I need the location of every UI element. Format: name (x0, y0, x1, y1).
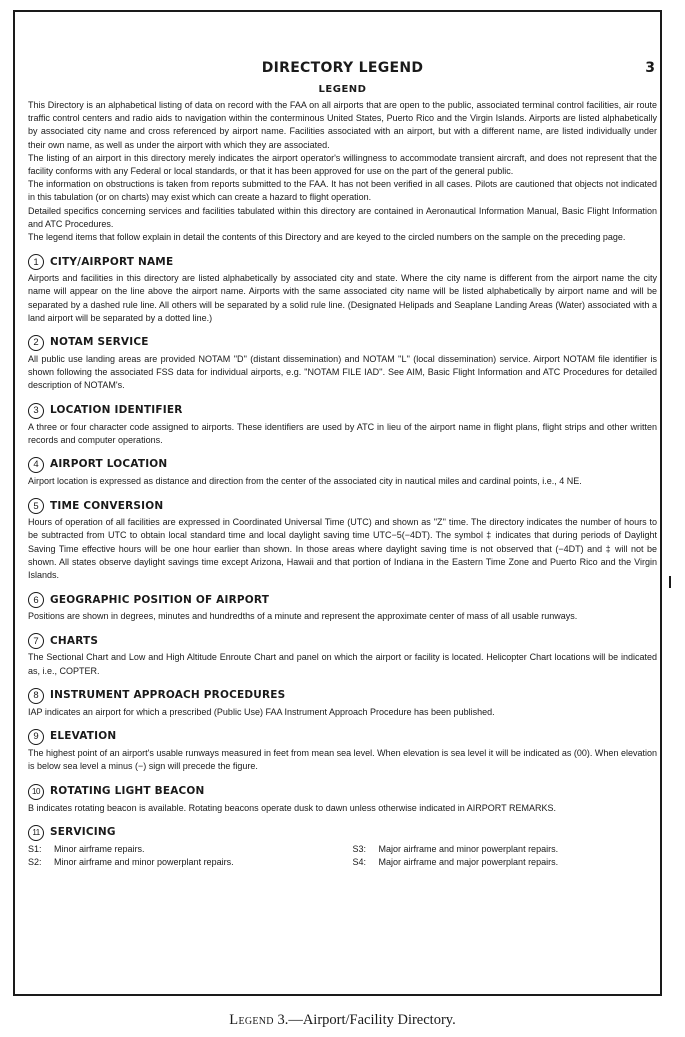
section-title: ROTATING LIGHT BEACON (50, 784, 205, 797)
section-title: GEOGRAPHIC POSITION OF AIRPORT (50, 593, 270, 606)
circled-number: 1 (28, 254, 44, 270)
page-number: 3 (645, 60, 655, 76)
circled-number: 8 (28, 688, 44, 704)
servicing-list (28, 843, 657, 869)
circled-number: 5 (28, 498, 44, 514)
circled-number: 7 (28, 633, 44, 649)
servicing-desc: Major airframe and major powerplant repairs. (378, 856, 559, 867)
intro-paragraph: The listing of an airport in this directory merely indicates the airport operator's willingness to accommodate transient aircraft, and does not represent that the facility conforms with any Federal or local standards, or that it has been approved for use on the part of the general public. (28, 152, 657, 177)
section-title: ELEVATION (50, 730, 117, 743)
intro-paragraph: This Directory is an alphabetical listing of data on record with the FAA on all airports that are open to the public, associated terminal control facilities, air route traffic control centers and radio aids to navigation within the conterminous United States, Puerto Rico and the Virgin Islands. Airports are listed alphabetically by associated city name and cross referenced by airport name. Facilities associated with an airport, but with a different name, are listed individually under their own name, as well as under the airport with which they are associated. (28, 100, 657, 150)
section-title: TIME CONVERSION (50, 499, 164, 512)
section-title: CHARTS (50, 634, 99, 647)
section-servicing (28, 823, 657, 869)
caption-prefix: Legend (229, 1012, 274, 1028)
legend-subtitle: LEGEND (318, 84, 367, 95)
section-title: AIRPORT LOCATION (50, 458, 168, 471)
section-geographic-position (28, 590, 657, 623)
servicing-code: S4: (352, 856, 367, 867)
section-text: IAP indicates an airport for which a prescribed (Public Use) FAA Instrument Approach Procedure has been published. (28, 706, 495, 717)
section-text: B indicates rotating beacon is available. Rotating beacons operate dusk to dawn unless otherwise indicated in AIRPORT REMARKS. (28, 802, 556, 813)
circled-number: 11 (28, 825, 44, 841)
servicing-item (353, 856, 658, 869)
section-time-conversion (28, 496, 657, 582)
servicing-item (28, 843, 333, 856)
section-title: SERVICING (50, 826, 116, 839)
servicing-desc: Minor airframe and minor powerplant repairs. (54, 856, 234, 867)
circled-number: 9 (28, 729, 44, 745)
section-text: All public use landing areas are provided NOTAM ''D'' (distant dissemination) and NOTAM ''L'' (local dissemination) service. Airport NOTAM file identifier is shown following the associated FSS data for individual airports, e.g. ''NOTAM FILE IAD''. See AIM, Basic Flight Information and ATC Procedures for detailed description of NOTAM's. (28, 354, 657, 391)
section-text: The highest point of an airport's usable runways measured in feet from mean sea level. When elevation is sea level it will be indicated as (00). When elevation is below sea level a minus (−) sign will precede the figure. (28, 748, 657, 772)
section-text: Airports and facilities in this directory are listed alphabetically by associated city and state. Where the city name is different from the airport name the city name will appear on the line above the airport name. Airports with the same associated city name will be listed alphabetically by airport name and will be separated by a dashed rule line. All others will be separated by a solid rule line. (Designated Helipads and Seaplane Landing Areas (Water) associated with a land airport will be separated by a dotted line.) (28, 273, 657, 323)
section-text: The Sectional Chart and Low and High Altitude Enroute Chart and panel on which the airport or facility is located. Helicopter Chart locations will be indicated as, i.e., COPTER. (28, 652, 657, 676)
section-notam-service (28, 333, 657, 393)
section-airport-location (28, 455, 657, 488)
section-text: Airport location is expressed as distance and direction from the center of the associated city in nautical miles and cardinal points, i.e., 4 NE. (28, 476, 582, 487)
section-title: CITY/AIRPORT NAME (50, 255, 174, 268)
section-rotating-beacon (28, 782, 657, 815)
page-header (14, 60, 671, 80)
servicing-desc: Minor airframe repairs. (54, 843, 145, 854)
servicing-code: S3: (352, 843, 367, 854)
circled-number: 10 (28, 784, 44, 800)
section-title: NOTAM SERVICE (50, 336, 149, 349)
circled-number: 3 (28, 403, 44, 419)
circled-number: 2 (28, 335, 44, 351)
section-text: A three or four character code assigned to airports. These identifiers are used by ATC in lieu of the airport name in flight plans, flight strips and other written records and computer operations. (28, 421, 657, 445)
section-title: INSTRUMENT APPROACH PROCEDURES (50, 689, 286, 702)
section-elevation (28, 727, 657, 773)
change-bar (669, 576, 671, 588)
section-city-airport-name (28, 252, 657, 325)
servicing-desc: Major airframe and minor powerplant repairs. (378, 843, 559, 854)
servicing-item (28, 856, 333, 869)
circled-number: 4 (28, 457, 44, 473)
servicing-item (353, 843, 658, 856)
servicing-code: S1: (28, 843, 42, 854)
section-text: Positions are shown in degrees, minutes and hundredths of a minute and represent the approximate center of mass of all usable runways. (28, 611, 578, 622)
intro-block (28, 99, 657, 244)
section-title: LOCATION IDENTIFIER (50, 404, 183, 417)
servicing-code: S2: (28, 856, 42, 867)
intro-paragraph: The legend items that follow explain in detail the contents of this Directory and are keyed to the circled numbers on the sample on the preceding page. (28, 232, 626, 243)
figure-caption (0, 1012, 685, 1029)
legend-content (28, 99, 657, 869)
intro-paragraph: The information on obstructions is taken from reports submitted to the FAA. It has not been verified in all cases. Pilots are cautioned that objects not indicated in this tabulation (or on charts) may exist which can create a hazard to flight operation. (28, 179, 657, 203)
section-instrument-approach (28, 686, 657, 719)
section-location-identifier (28, 401, 657, 447)
section-text: Hours of operation of all facilities are expressed in Coordinated Universal Time (UTC) and shown as ''Z'' time. The directory indicates the number of hours to be subtracted from UTC to obtain local standard time and local daylight saving time UTC−5(−4DT). The symbol ‡ indicates that during periods of Daylight Saving Time effective hours will be one hour earlier than shown. In those areas where daylight saving time is not observed that (−4DT) and ‡ will not be shown. All states observe daylight savings time except Arizona, Hawaii and that portion of Indiana in the Eastern Time Zone and Puerto Rico and the Virgin Islands. (28, 517, 657, 581)
page-title: DIRECTORY LEGEND (261, 60, 424, 76)
caption-text: 3.—Airport/Facility Directory. (273, 1012, 456, 1028)
circled-number: 6 (28, 592, 44, 608)
section-charts (28, 631, 657, 677)
intro-paragraph: Detailed specifics concerning services and facilities tabulated within this directory are contained in Aeronautical Information Manual, Basic Flight Information and ATC Procedures. (28, 205, 657, 229)
